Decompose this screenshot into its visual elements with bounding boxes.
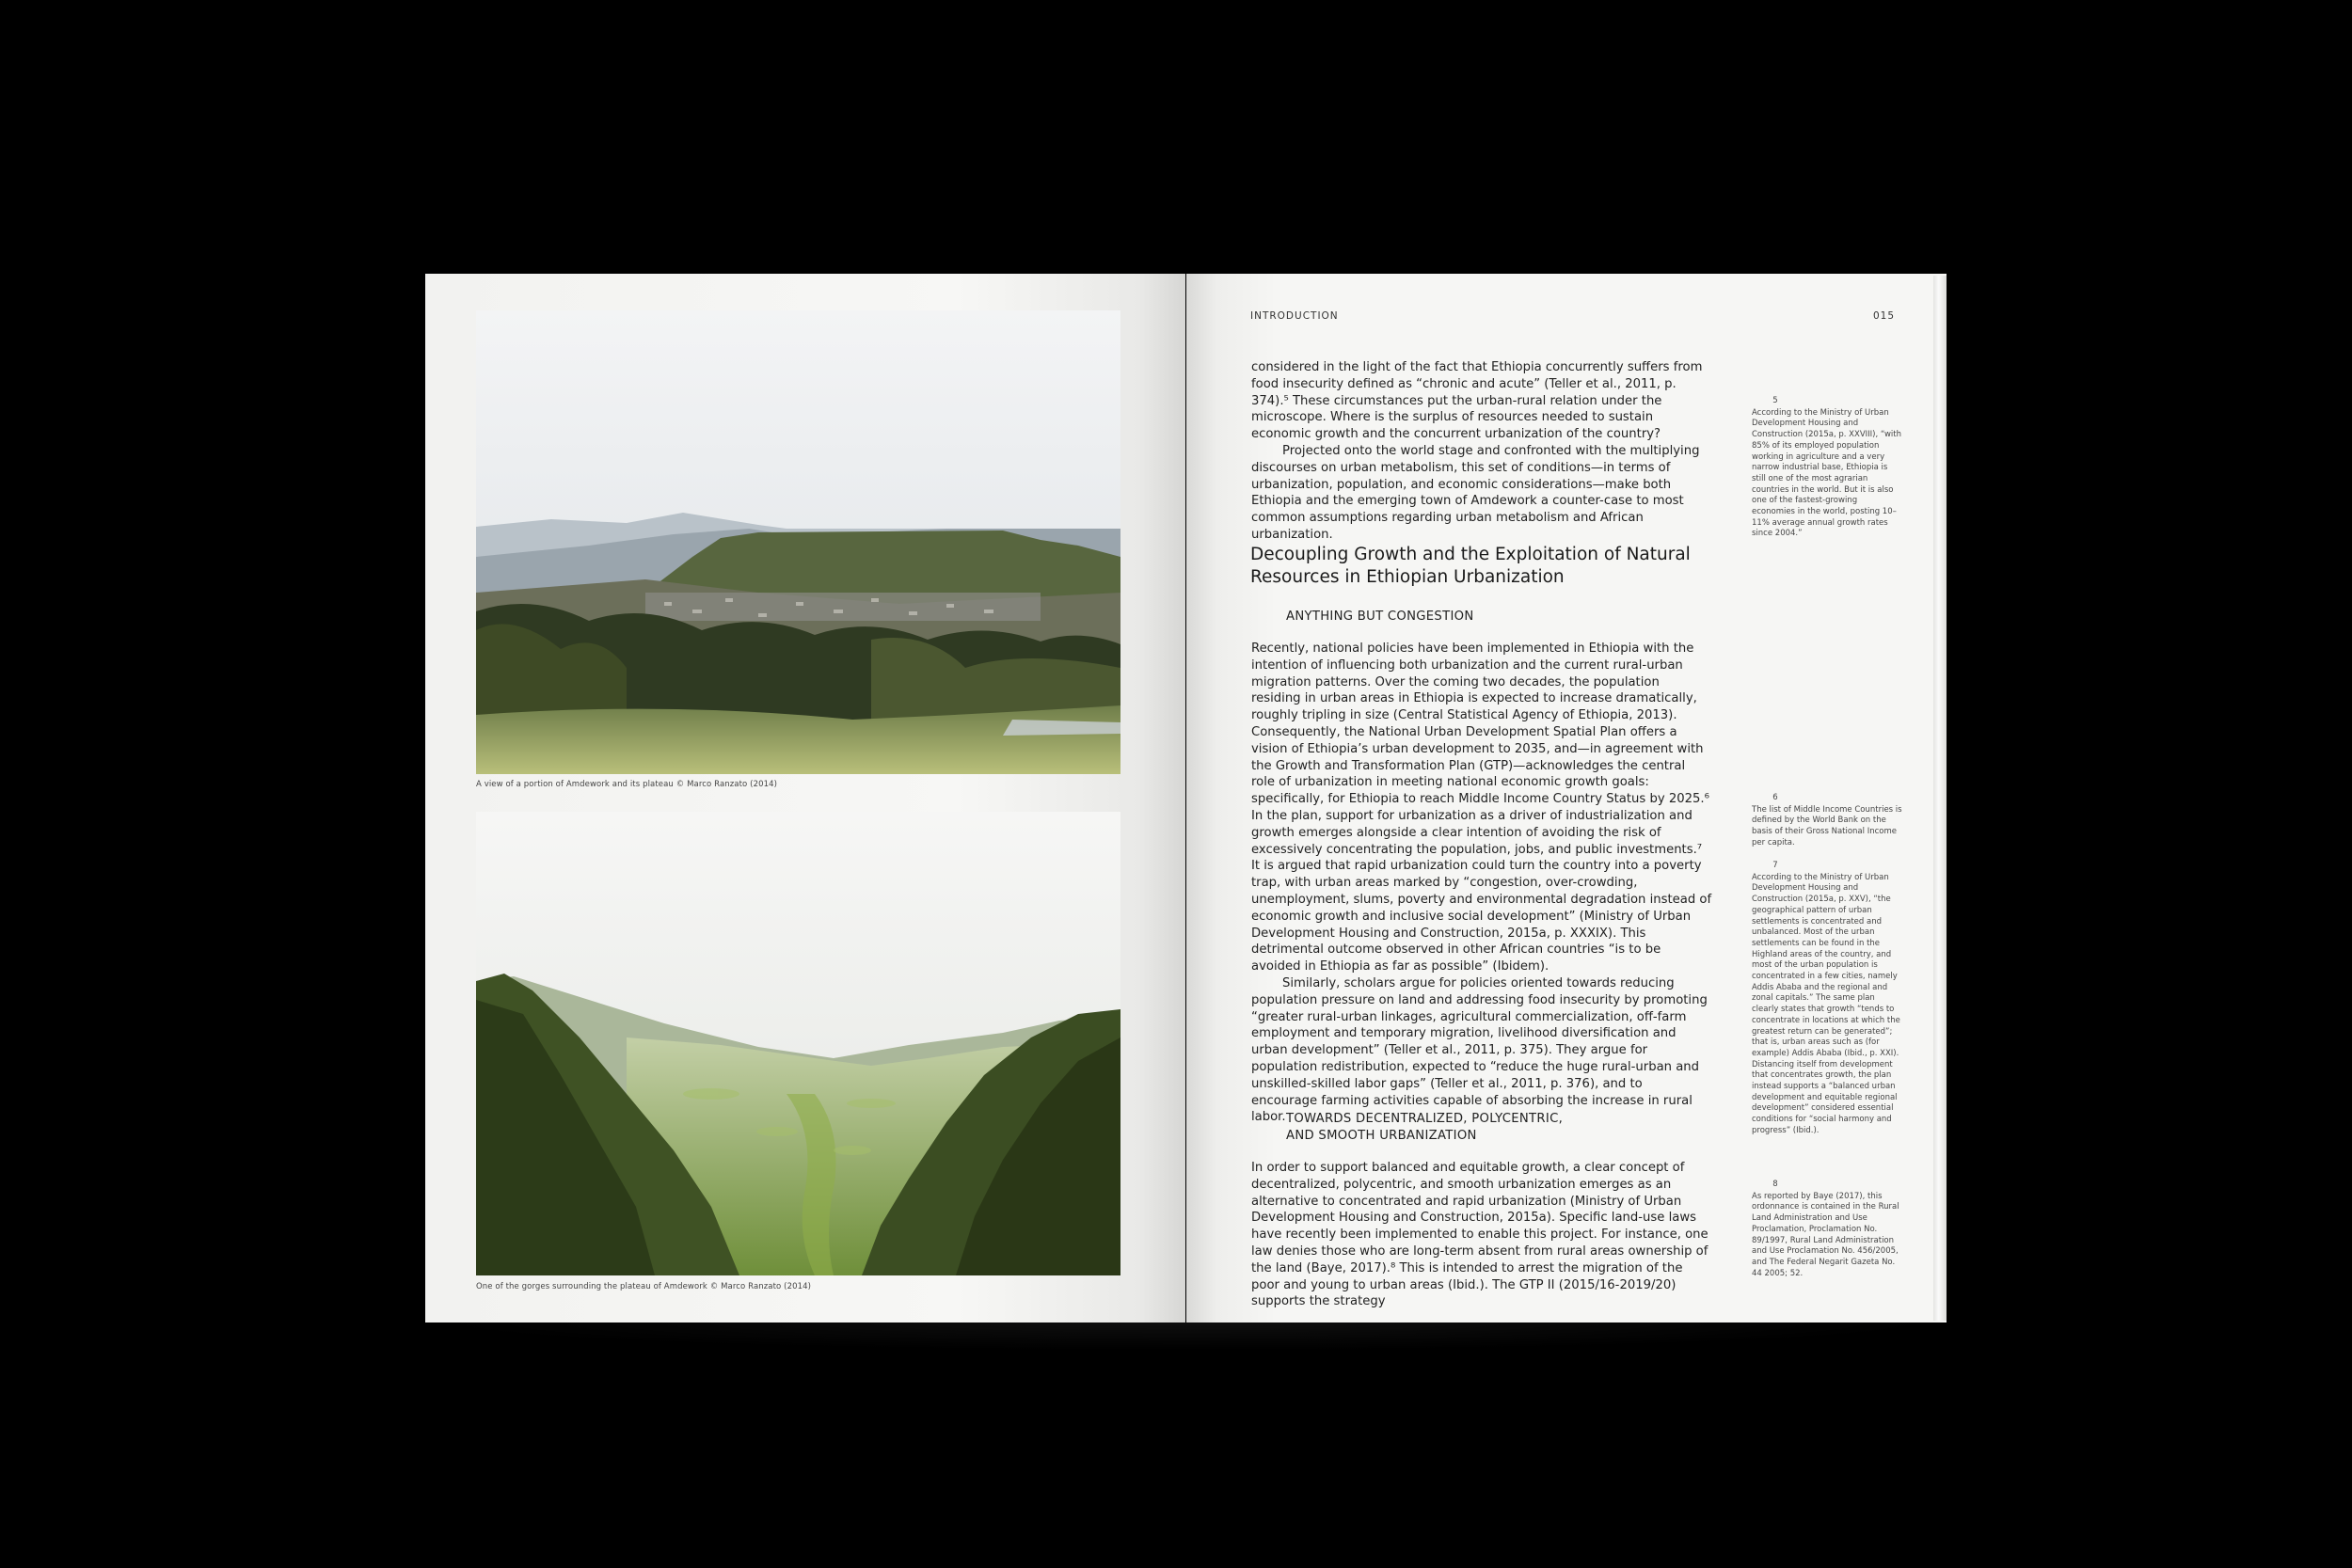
gorge-landscape-image xyxy=(476,812,1120,1275)
footnote-7 xyxy=(1752,861,1902,1137)
intro-paragraph: Projected onto the world stage and confronted with the multiplying discourses on urban metabolism, this set of conditions—in terms of urbanization, population, and economic considerations—make both Ethiopia and the emerging town of Amdework a counter-case to most common assumptions regarding urban metabolism and African urbanization. xyxy=(1251,443,1700,542)
intro-paragraph: considered in the light of the fact that Ethiopia concurrently suffers from food insecurity defined as “chronic and acute” (Teller et al., 2011, p. 374).⁵ These circumstances put the urban-rural relation under the microscope. Where is the surplus of resources needed to sustain economic growth and the concurrent urbanization of the country? xyxy=(1251,360,1703,442)
plateau-landscape-image xyxy=(476,310,1120,774)
footnote-8 xyxy=(1752,1180,1902,1279)
right-page xyxy=(1186,274,1947,1323)
footnote-6 xyxy=(1752,793,1902,849)
body-paragraph: Recently, national policies have been implemented in Ethiopia with the intention of influencing both urbanization and the current rural-urban migration patterns. Over the coming two decades, the population residing in urban areas in Ethiopia is expected to increase dramatically, roughly tripling in size (Central Statistical Agency of Ethiopia, 2013). Consequently, the National Urban Development Spatial Plan offers a vision of Ethiopia’s urban development to 2035, and—in agreement with the Growth and Transformation Plan (GTP)—acknowledges the central role of urbanization in meeting national economic growth goals: specifically, for Ethiopia to reach Middle Income Country Status by 2025.⁶ In the plan, support for urbanization as a driver of industrialization and growth emerges alongside a clear intention of avoiding the risk of excessively concentrating the population, jobs, and public investments.⁷ It is argued that rapid urbanization could turn the country into a poverty trap, with urban areas marked by “congestion, over-crowding, unemployment, slums, poverty and environmental degradation instead of economic growth and inclusive social development” (Ministry of Urban Development Housing and Construction, 2015a, p. XXXIX). This detrimental outcome observed in other African countries “is to be avoided in Ethiopia as far as possible” (Ibidem). xyxy=(1251,641,1712,974)
subheading-decentralized-urbanization: TOWARDS DECENTRALIZED, POLYCENTRIC, AND SMOOTH URBANIZATION xyxy=(1286,1112,1564,1143)
footnote-number: 5 xyxy=(1772,396,1778,405)
photo-caption-bottom: One of the gorges surrounding the plateau of Amdework © Marco Ranzato (2014) xyxy=(476,1282,812,1291)
section1-text xyxy=(1251,641,1712,1126)
photo-gorge xyxy=(476,812,1120,1275)
open-book xyxy=(425,274,1947,1323)
footnote-number: 6 xyxy=(1772,793,1778,802)
page-number: 015 xyxy=(1872,310,1895,322)
photo-amdework-plateau xyxy=(476,310,1120,774)
footnote-text: As reported by Baye (2017), this ordonnance is contained in the Rural Land Administration and Use Proclamation, Proclamation No. 89/1997, Rural Land Administration and Use Proclamation No. 456/2005, and The Federal Negarit Gazeta No. 44 2005; 52. xyxy=(1752,1191,1899,1278)
book-shadow xyxy=(425,1323,1947,1351)
body-paragraph: Similarly, scholars argue for policies oriented towards reducing population pressure on land and addressing food insecurity by promoting “greater rural-urban linkages, agricultural commercialization, off-farm employment and temporary migration, livelihood diversification and urban development” (Teller et al., 2011, p. 375). They argue for population redistribution, expected to “reduce the huge rural-urban and unskilled-skilled labor gaps” (Teller et al., 2011, p. 376), and to encourage farming activities capable of absorbing the increase in rural labor. xyxy=(1251,975,1708,1125)
footnote-number: 8 xyxy=(1772,1180,1778,1189)
running-head: INTRODUCTION xyxy=(1250,310,1339,322)
footnote-text: The list of Middle Income Countries is defined by the World Bank on the basis of their Gross National Income per capita. xyxy=(1752,804,1902,847)
left-page xyxy=(425,274,1185,1323)
subheading-anything-but-congestion: ANYTHING BUT CONGESTION xyxy=(1286,610,1474,624)
section2-text xyxy=(1251,1160,1712,1310)
photo-caption-top: A view of a portion of Amdework and its plateau © Marco Ranzato (2014) xyxy=(476,780,778,789)
footnote-5 xyxy=(1752,396,1902,540)
section-heading: Decoupling Growth and the Exploitation of Natural Resources in Ethiopian Urbanization xyxy=(1250,545,1691,587)
footnote-number: 7 xyxy=(1772,861,1778,870)
footnote-text: According to the Ministry of Urban Development Housing and Construction (2015a, p. XXVIII), “with 85% of its employed population working in agriculture and a very narrow industrial base, Ethiopia is still one of the most agrarian countries in the world. But it is also one of the fastest-growing economies in the world, posting 10–11% average annual growth rates since 2004.” xyxy=(1752,407,1902,539)
body-paragraph: In order to support balanced and equitable growth, a clear concept of decentralized, polycentric, and smooth urbanization emerges as an alternative to concentrated and rapid urbanization (Ministry of Urban Development Housing and Construction, 2015a). Specific land-use laws have recently been implemented to enable this project. For instance, one law denies those who are long-term absent from rural areas ownership of the land (Baye, 2017).⁸ This is intended to arrest the migration of the poor and young to urban areas (Ibid.). The GTP II (2015/16-2019/20) supports the strategy xyxy=(1251,1161,1708,1309)
footnote-text: According to the Ministry of Urban Development Housing and Construction (2015a, p. XXV), “the geographical pattern of urban settlements is concentrated and unbalanced. Most of the urban settlements can be found in the Highland areas of the country, and most of the urban population is concentrated in a few cities, namely Addis Ababa and the regional and zonal capitals.” The same plan clearly states that growth “tends to concentrate in locations at which the greatest return can be generated”; that is, urban areas such as (for example) Addis Ababa (Ibid., p. XXI). Distancing itself from development that concentrates growth, the plan instead supports a “balanced urban development and equitable regional development” considered essential conditions for “social harmony and progress” (Ibid.). xyxy=(1752,872,1900,1135)
page-edge xyxy=(1933,276,1947,1321)
intro-text xyxy=(1251,359,1712,544)
